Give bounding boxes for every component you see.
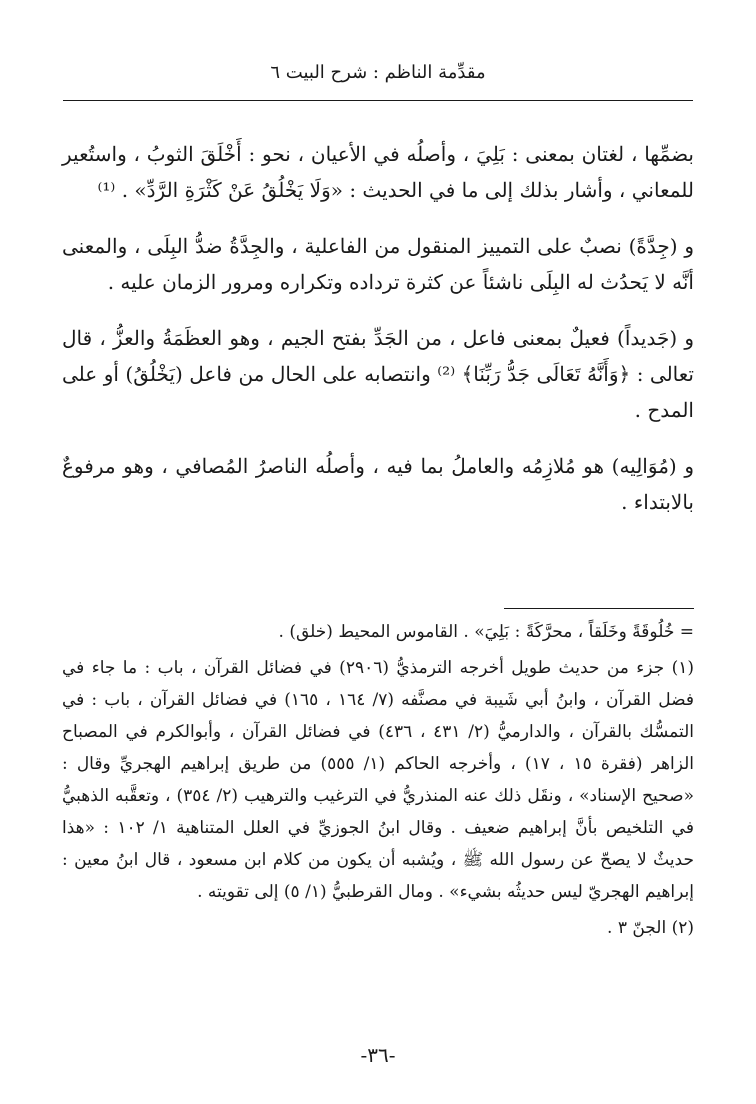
footnote: (١) جزء من حديث طويل أخرجه الترمذيُّ (٢٩٠٦) في فضائل القرآن ، باب : ما جاء في فضل القرآن ، وابنُ أبي شَيبة في مصنَّفه (٧/ ١٦٤ ، ١٦٥) في فضائل القرآن ، باب : في التمسُّك بالقرآن ، والدارميُّ (٢/ ٤٣١ ، ٤٣٦) في فضائل القرآن ، وأبوالكرم في المصباح الزاهر (فقرة ١٥ ، ١٧) ، وأخرجه الحاكم (١/ ٥٥٥) من طريق إبراهيم الهجريِّ وقال : «صحيح الإسناد» ، ونقَل ذلك عنه المنذريُّ في الترغيب والترهيب (٢/ ٣٥٤) ، وتعقَّبه الذهبيُّ في التلخيص بأنَّ إبراهيم ضعيف . وقال ابنُ الجوزيِّ في العلل المتناهية ١/ ١٠٢ : «هذا حديثٌ لا يصحّ عن رسول الله ﷺ ، ويُشبه أن يكون من كلام ابن مسعود ، قال ابنُ معين : إبراهيم الهجريّ ليس حديثُه بشيء» . ومال القرطبيُّ (١/ ٥) إلى تقويته .: [62, 658, 695, 902]
footnote: (٢) الجنّ ٣ .: [607, 918, 694, 938]
main-text: [62, 136, 694, 520]
page-number: -٣٦-: [360, 1043, 396, 1067]
footnotes: [62, 616, 694, 944]
paragraph: و (جَديداً) فعيلٌ بمعنى فاعل ، من الجَدِّ بفتح الجيم ، وهو العظَمَةُ والعزُّ ، قال تعالى : ﴿وَأَنَّهُ تَعَالَى جَدُّ رَبِّنَا﴾ ⁽²⁾ وانتصابه على الحال من فاعل (يَخْلُقُ) أو على المدح .: [62, 326, 694, 422]
paragraph: بضمِّها ، لغتان بمعنى : بَلِيَ ، وأصلُه في الأعيان ، نحو : أَخْلَقَ الثوبُ ، واستُعير للمعاني ، وأشار بذلك إلى ما في الحديث : «وَلَا يَخْلُقُ عَنْ كَثْرَةِ الرَّدِّ» . ⁽¹⁾: [62, 142, 694, 202]
paragraph: و (مُوَالِيه) هو مُلازِمُه والعاملُ بما فيه ، وأصلُه الناصرُ المُصافي ، وهو مرفوعٌ بالابتداء .: [62, 454, 694, 514]
running-header: [60, 58, 696, 88]
footnote-rule: [504, 608, 694, 609]
running-header-title: مقدِّمة الناظم : شرح البيت ٦: [270, 62, 486, 83]
paragraph: و (جِدَّةً) نصبٌ على التمييز المنقول من الفاعلية ، والجِدَّةُ ضدُّ البِلَى ، والمعنى أنَّه لا يَحدُث له البِلَى ناشئاً عن كثرة ترداده وتكراره ومرور الزمان عليه .: [62, 234, 694, 294]
header-rule: [63, 100, 693, 101]
footnote: = خُلُوقَةً وخَلَقاً ، محرَّكَةً : بَلِيَ» . القاموس المحيط (خلق) .: [278, 622, 694, 642]
